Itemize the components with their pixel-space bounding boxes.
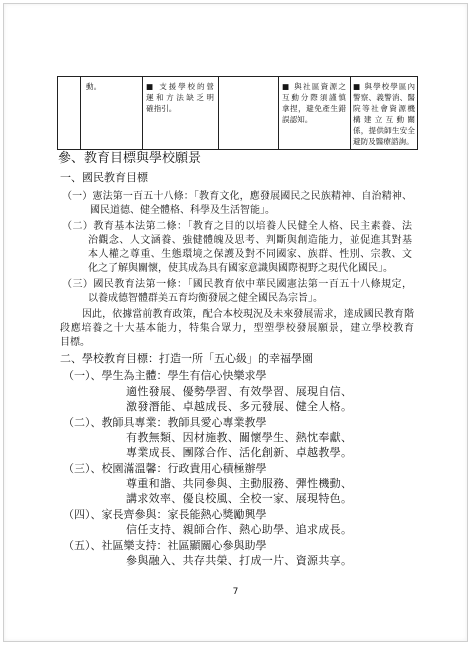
table-cell-text: 誤認知。 bbox=[282, 115, 313, 124]
table-cell-text: 院等社會資源機 bbox=[353, 104, 415, 113]
goal-line: 信任支持、親師合作、熱心助學、追求成長。 bbox=[126, 523, 352, 536]
goal-title: （五）、社區樂支持：社區顯關心參與助學 bbox=[63, 539, 267, 552]
goal-line: 講求效率、優良校風、全校一家、展現特色。 bbox=[126, 492, 352, 505]
summary-line: 目標。 bbox=[60, 337, 90, 348]
summary-line: 段應培養之十大基本能力，特集合眾力，型塑學校發展願景，建立學校教育 bbox=[60, 323, 414, 334]
goal-line: 激發潛能、卓越成長、多元發展、健全人格。 bbox=[126, 400, 352, 413]
table-cell-text: 警察、義警消、醫 bbox=[353, 93, 415, 102]
table-cell-text: 互動分際須謹慎 bbox=[282, 93, 346, 102]
paragraph-line: 化之了解與關懷，使其成為具有國家意識與國際視野之現代化國民」。 bbox=[88, 263, 393, 274]
subsection-heading: 一、國民教育目標 bbox=[60, 171, 148, 184]
paragraph-line: （一）憲法第一百五十八條：「教育文化，應發展國民之民族精神、自治精神、 bbox=[62, 191, 412, 202]
table-cell-text: ■ 與學校學區內 bbox=[353, 82, 415, 91]
table-divider bbox=[80, 77, 81, 149]
table-cell-text: 確指引。 bbox=[146, 104, 177, 113]
goal-line: 有教無類、因材施教、關懷學生、熱忱奉獻、 bbox=[126, 431, 352, 444]
paragraph-line: （二）教育基本法第二條：「教育之目的以培養人民健全人格、民主素養、法 bbox=[62, 221, 412, 232]
table-divider bbox=[218, 77, 219, 149]
paragraph-line: （三）國民教育法第一條：「國民教育依中華民國憲法第一百五十八條規定， bbox=[62, 279, 412, 290]
paragraph-line: 以養成德智體群美五育均衡發展之健全國民為宗旨」。 bbox=[88, 293, 323, 304]
page-number: 7 bbox=[232, 587, 239, 597]
goal-title: （一）、學生為主體：學生有信心快樂求學 bbox=[63, 369, 267, 382]
goal-line: 專業成長、團隊合作、活化創新、卓越教學。 bbox=[126, 446, 352, 459]
table-cell-text: 避防及醫療諮詢。 bbox=[353, 137, 414, 146]
paragraph-line: 國民道德、健全體格、科學及生活智能」。 bbox=[90, 205, 275, 216]
table-cell-text: 運和方法缺乏明 bbox=[146, 93, 214, 102]
goal-title: （二）、教師具專業：教師具愛心專業教學 bbox=[63, 416, 267, 429]
table-divider bbox=[350, 77, 351, 149]
table-divider bbox=[142, 77, 143, 149]
table-cell-text: 拿捏，避免產生錯 bbox=[282, 104, 346, 113]
goal-title: （四）、家長齊參與：家長能熱心獎勵興學 bbox=[63, 508, 267, 521]
goal-line: 參與融入、共存共榮、打成一片、資源共享。 bbox=[126, 554, 352, 567]
table-cell-text: ■ 與社區資源之 bbox=[282, 82, 346, 91]
subsection-heading: 二、學校教育目標：打造一所「五心級」的幸福學園 bbox=[60, 352, 313, 365]
table-cell-text: 係，提供師生安全 bbox=[353, 126, 415, 135]
table-divider bbox=[278, 77, 279, 149]
goal-line: 適性發展、優勢學習、有效學習、展現自信、 bbox=[126, 385, 352, 398]
goal-title: （三）、校園滿溫馨：行政貴用心積極辦學 bbox=[63, 462, 267, 475]
goal-line: 尊重和諧、共同參與、主動服務、彈性機動、 bbox=[126, 477, 352, 490]
paragraph-line: 治觀念、人文涵養、強健體魄及思考、判斷與創造能力，並促進其對基 bbox=[88, 235, 412, 246]
table-cell-text: 構建立互動關 bbox=[353, 115, 415, 124]
section-title: 參、教育目標與學校願景 bbox=[58, 151, 202, 166]
paragraph-line: 本人權之尊重、生態環境之保護及對不同國家、族群、性別、宗教、文 bbox=[88, 249, 412, 260]
table-cell-text: 動。 bbox=[86, 82, 102, 91]
table-cell-text: ■ 支援學校的營 bbox=[146, 82, 214, 91]
summary-line: 因此，依據當前教育政策，配合本校現況及未來發展需求，達成國民教育階 bbox=[82, 309, 414, 320]
